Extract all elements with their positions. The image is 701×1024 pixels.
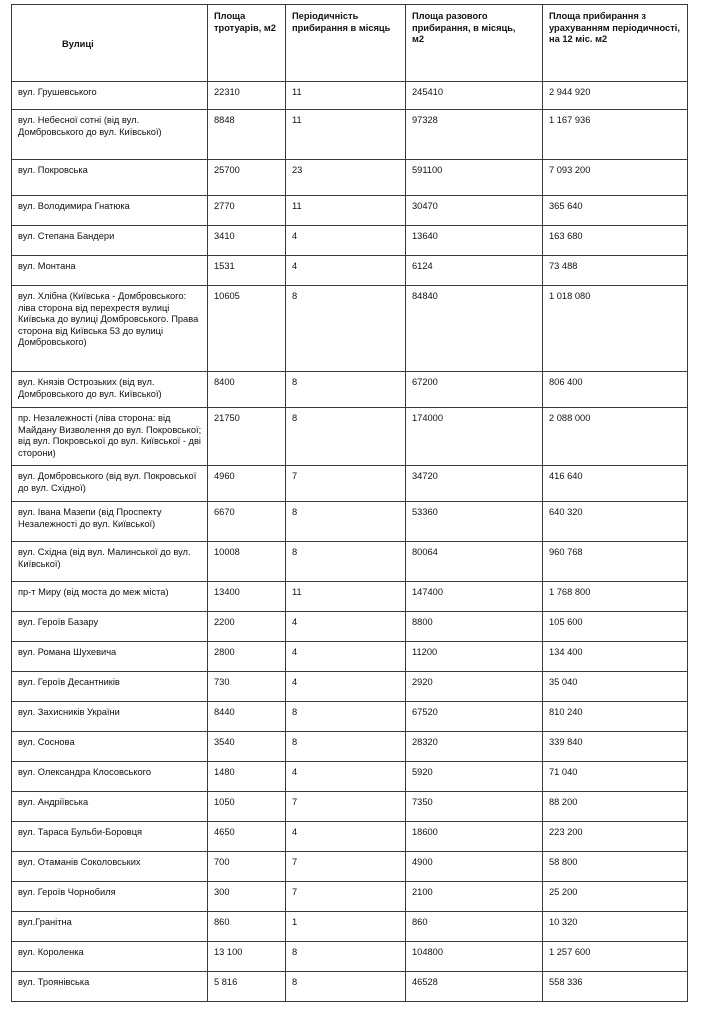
frequency-cell: 11 (286, 582, 406, 612)
annual-area-cell: 71 040 (543, 762, 688, 792)
annual-area-cell: 163 680 (543, 226, 688, 256)
sidewalk-area-cell: 3540 (208, 732, 286, 762)
single-area-cell: 67200 (406, 372, 543, 408)
table-row (12, 642, 688, 672)
street-cell: вул. Олександра Клосовського (12, 762, 208, 792)
annual-area-cell: 806 400 (543, 372, 688, 408)
frequency-cell: 7 (286, 852, 406, 882)
single-area-cell: 34720 (406, 466, 543, 502)
table-row (12, 160, 688, 196)
sidewalk-area-cell: 2200 (208, 612, 286, 642)
header-annual-cleaning-area: Площа прибирання з урахуванням періодичності, на 12 міс. м2 (543, 5, 688, 82)
street-cell: вул. Небесної сотні (від вул. Домбровського до вул. Київської) (12, 110, 208, 160)
street-cell: вул. Монтана (12, 256, 208, 286)
table-row (12, 110, 688, 160)
street-cell: вул. Князів Острозьких (від вул. Домбровського до вул. Київської) (12, 372, 208, 408)
annual-area-cell: 558 336 (543, 972, 688, 1002)
table-row (12, 256, 688, 286)
single-area-cell: 104800 (406, 942, 543, 972)
sidewalk-area-cell: 8440 (208, 702, 286, 732)
street-cell: вул. Героїв Базару (12, 612, 208, 642)
street-cell: вул. Володимира Гнатюка (12, 196, 208, 226)
table-body (12, 82, 688, 1002)
annual-area-cell: 640 320 (543, 502, 688, 542)
table-row (12, 612, 688, 642)
street-cell: вул. Івана Мазепи (від Проспекту Незалежності до вул. Київської) (12, 502, 208, 542)
sidewalk-area-cell: 6670 (208, 502, 286, 542)
sidewalk-area-cell: 2770 (208, 196, 286, 226)
annual-area-cell: 88 200 (543, 792, 688, 822)
annual-area-cell: 339 840 (543, 732, 688, 762)
frequency-cell: 8 (286, 942, 406, 972)
table-row (12, 912, 688, 942)
sidewalk-area-cell: 4960 (208, 466, 286, 502)
street-cell: вул. Героїв Десантників (12, 672, 208, 702)
sidewalk-area-cell: 22310 (208, 82, 286, 110)
frequency-cell: 7 (286, 792, 406, 822)
frequency-cell: 8 (286, 732, 406, 762)
frequency-cell: 4 (286, 762, 406, 792)
street-cell: вул. Андріївська (12, 792, 208, 822)
frequency-cell: 7 (286, 466, 406, 502)
annual-area-cell: 2 088 000 (543, 408, 688, 466)
sidewalk-area-cell: 300 (208, 882, 286, 912)
table-row (12, 762, 688, 792)
street-cell: вул. Соснова (12, 732, 208, 762)
table-row (12, 822, 688, 852)
single-area-cell: 147400 (406, 582, 543, 612)
table-row (12, 942, 688, 972)
single-area-cell: 13640 (406, 226, 543, 256)
street-cell: вул. Хлібна (Київська - Домбровського: ліва сторона від перехрестя вулиці Київська до вулиці Домбровського. Права сторона від Київська 53 до вулиці Домбровського) (12, 286, 208, 372)
annual-area-cell: 7 093 200 (543, 160, 688, 196)
table-row (12, 702, 688, 732)
frequency-cell: 7 (286, 882, 406, 912)
street-cell: вул. Грушевського (12, 82, 208, 110)
table-row (12, 972, 688, 1002)
single-area-cell: 67520 (406, 702, 543, 732)
table-row (12, 286, 688, 372)
single-area-cell: 2920 (406, 672, 543, 702)
single-area-cell: 11200 (406, 642, 543, 672)
table-row (12, 582, 688, 612)
header-sidewalk-area: Площа тротуарів, м2 (208, 5, 286, 82)
single-area-cell: 860 (406, 912, 543, 942)
sidewalk-area-cell: 5 816 (208, 972, 286, 1002)
frequency-cell: 8 (286, 286, 406, 372)
frequency-cell: 4 (286, 256, 406, 286)
frequency-cell: 8 (286, 702, 406, 732)
street-cell: пр. Незалежності (ліва сторона: від Майдану Визволення до вул. Покровської; від вул. Покровської до вул. Київської - дві сторони) (12, 408, 208, 466)
frequency-cell: 1 (286, 912, 406, 942)
frequency-cell: 11 (286, 110, 406, 160)
frequency-cell: 4 (286, 672, 406, 702)
single-area-cell: 53360 (406, 502, 543, 542)
sidewalk-area-cell: 3410 (208, 226, 286, 256)
annual-area-cell: 10 320 (543, 912, 688, 942)
sidewalk-area-cell: 10008 (208, 542, 286, 582)
sidewalk-area-cell: 2800 (208, 642, 286, 672)
header-single-cleaning-area: Площа разового прибирання, в місяць, м2 (406, 5, 543, 82)
single-area-cell: 30470 (406, 196, 543, 226)
sidewalk-area-cell: 1050 (208, 792, 286, 822)
table-row (12, 542, 688, 582)
single-area-cell: 97328 (406, 110, 543, 160)
annual-area-cell: 105 600 (543, 612, 688, 642)
annual-area-cell: 134 400 (543, 642, 688, 672)
single-area-cell: 591100 (406, 160, 543, 196)
frequency-cell: 8 (286, 372, 406, 408)
frequency-cell: 4 (286, 612, 406, 642)
single-area-cell: 46528 (406, 972, 543, 1002)
frequency-cell: 8 (286, 408, 406, 466)
sidewalk-area-cell: 13 100 (208, 942, 286, 972)
annual-area-cell: 810 240 (543, 702, 688, 732)
frequency-cell: 11 (286, 196, 406, 226)
frequency-cell: 8 (286, 972, 406, 1002)
annual-area-cell: 1 257 600 (543, 942, 688, 972)
frequency-cell: 8 (286, 502, 406, 542)
frequency-cell: 8 (286, 542, 406, 582)
header-frequency: Періодичність прибирання в місяць (286, 5, 406, 82)
sidewalk-area-cell: 8400 (208, 372, 286, 408)
sidewalk-area-cell: 730 (208, 672, 286, 702)
single-area-cell: 28320 (406, 732, 543, 762)
sidewalk-area-cell: 860 (208, 912, 286, 942)
table-row (12, 502, 688, 542)
street-cell: вул. Романа Шухевича (12, 642, 208, 672)
annual-area-cell: 416 640 (543, 466, 688, 502)
frequency-cell: 4 (286, 226, 406, 256)
street-cell: вул. Домбровського (від вул. Покровської до вул. Східної) (12, 466, 208, 502)
sidewalk-area-cell: 10605 (208, 286, 286, 372)
table-row (12, 372, 688, 408)
table-row (12, 792, 688, 822)
street-cell: вул. Героїв Чорнобиля (12, 882, 208, 912)
table-row (12, 196, 688, 226)
single-area-cell: 6124 (406, 256, 543, 286)
street-cell: пр-т Миру (від моста до меж міста) (12, 582, 208, 612)
annual-area-cell: 1 768 800 (543, 582, 688, 612)
table-row (12, 226, 688, 256)
annual-area-cell: 73 488 (543, 256, 688, 286)
annual-area-cell: 223 200 (543, 822, 688, 852)
street-cell: вул. Троянівська (12, 972, 208, 1002)
single-area-cell: 5920 (406, 762, 543, 792)
single-area-cell: 174000 (406, 408, 543, 466)
frequency-cell: 4 (286, 642, 406, 672)
annual-area-cell: 35 040 (543, 672, 688, 702)
single-area-cell: 7350 (406, 792, 543, 822)
annual-area-cell: 1 167 936 (543, 110, 688, 160)
sidewalk-area-cell: 4650 (208, 822, 286, 852)
annual-area-cell: 2 944 920 (543, 82, 688, 110)
sidewalk-area-cell: 700 (208, 852, 286, 882)
street-cell: вул. Тараса Бульби-Боровця (12, 822, 208, 852)
sidewalk-area-cell: 1480 (208, 762, 286, 792)
annual-area-cell: 960 768 (543, 542, 688, 582)
street-cell: вул.Гранітна (12, 912, 208, 942)
table-row (12, 466, 688, 502)
sidewalk-area-cell: 13400 (208, 582, 286, 612)
single-area-cell: 245410 (406, 82, 543, 110)
street-cell: вул. Степана Бандери (12, 226, 208, 256)
table-row (12, 852, 688, 882)
sidewalk-area-cell: 8848 (208, 110, 286, 160)
frequency-cell: 11 (286, 82, 406, 110)
sidewalk-area-cell: 21750 (208, 408, 286, 466)
frequency-cell: 23 (286, 160, 406, 196)
streets-cleaning-table (11, 4, 688, 1002)
single-area-cell: 4900 (406, 852, 543, 882)
table-row (12, 408, 688, 466)
table-row (12, 82, 688, 110)
street-cell: вул. Короленка (12, 942, 208, 972)
table-row (12, 732, 688, 762)
single-area-cell: 80064 (406, 542, 543, 582)
header-streets: Вулиці (12, 5, 208, 82)
single-area-cell: 84840 (406, 286, 543, 372)
table-header-row (12, 5, 688, 82)
street-cell: вул. Східна (від вул. Малинської до вул. Київської) (12, 542, 208, 582)
street-cell: вул. Отаманів Соколовських (12, 852, 208, 882)
table-row (12, 882, 688, 912)
frequency-cell: 4 (286, 822, 406, 852)
single-area-cell: 8800 (406, 612, 543, 642)
street-cell: вул. Захисників України (12, 702, 208, 732)
annual-area-cell: 58 800 (543, 852, 688, 882)
annual-area-cell: 25 200 (543, 882, 688, 912)
annual-area-cell: 365 640 (543, 196, 688, 226)
single-area-cell: 2100 (406, 882, 543, 912)
table-row (12, 672, 688, 702)
annual-area-cell: 1 018 080 (543, 286, 688, 372)
single-area-cell: 18600 (406, 822, 543, 852)
sidewalk-area-cell: 25700 (208, 160, 286, 196)
sidewalk-area-cell: 1531 (208, 256, 286, 286)
street-cell: вул. Покровська (12, 160, 208, 196)
